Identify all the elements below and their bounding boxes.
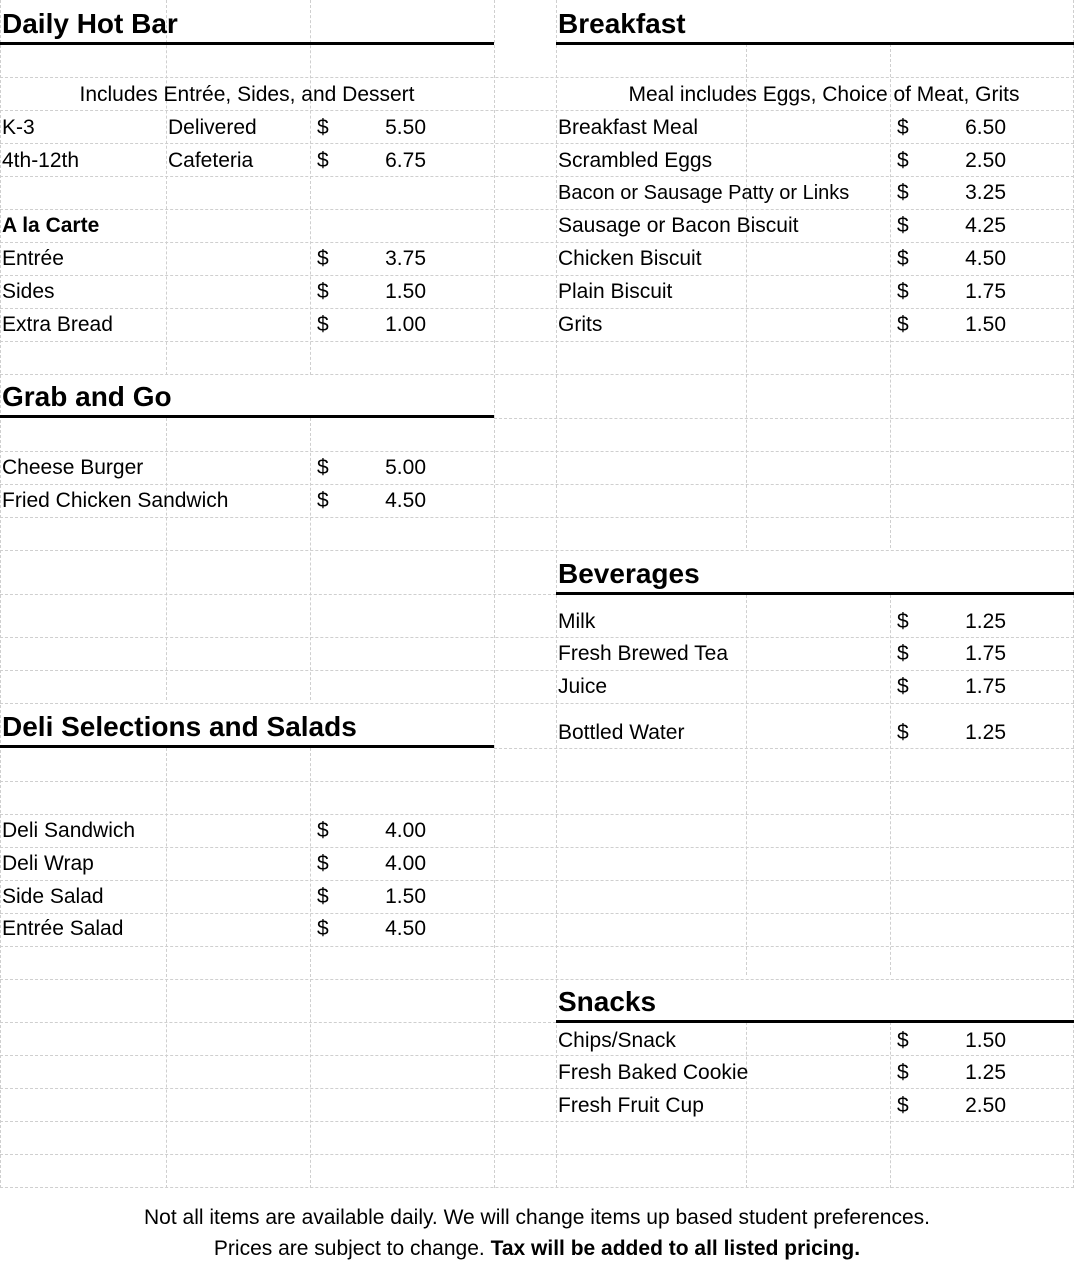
row-label: Chips/Snack [558,1029,676,1052]
row-currency: $ [317,280,329,303]
row-currency: $ [317,313,329,336]
row-label: Bottled Water [558,721,685,744]
row-label: Fried Chicken Sandwich [2,489,229,512]
row-label: Entrée [2,247,64,270]
row-label: Sausage or Bacon Biscuit [558,214,799,237]
row-label: Bacon or Sausage Patty or Links [558,182,850,204]
alacarte-title: A la Carte [2,214,100,237]
row-price: 4.50 [385,917,426,940]
grab-go-title: Grab and Go [2,381,172,412]
row-label: K-3 [2,116,35,139]
row-currency: $ [317,852,329,875]
row-currency: $ [317,819,329,842]
row-currency: $ [317,917,329,940]
row-currency: $ [897,247,909,270]
row-price: 1.50 [385,885,426,908]
row-currency: $ [897,675,909,698]
row-currency: $ [897,149,909,172]
row-label: Plain Biscuit [558,280,673,303]
row-currency: $ [897,116,909,139]
hot-bar-title: Daily Hot Bar [2,8,178,39]
deli-title: Deli Selections and Salads [2,711,357,742]
row-label: Deli Sandwich [2,819,136,842]
row-price: 1.50 [965,1029,1006,1052]
snacks-title: Snacks [558,986,657,1017]
breakfast-title: Breakfast [558,8,686,39]
deli-underline [0,745,494,748]
row-currency: $ [897,181,909,204]
row-price: 1.25 [965,610,1006,633]
row-label: Deli Wrap [2,852,94,875]
breakfast-subtitle: Meal includes Eggs, Choice of Meat, Grits [628,83,1020,106]
hot-bar-subtitle: Includes Entrée, Sides, and Dessert [79,83,415,106]
row-currency: $ [317,489,329,512]
row-currency: $ [897,721,909,744]
row-price: 1.25 [965,721,1006,744]
row-price: 1.50 [965,313,1006,336]
row-price: 2.50 [965,1094,1006,1117]
row-label: Milk [558,610,596,633]
row-label: Fresh Fruit Cup [558,1094,704,1117]
row-currency: $ [897,610,909,633]
row-price: 1.25 [965,1061,1006,1084]
row-currency: $ [317,149,329,172]
row-price: 3.25 [965,181,1006,204]
row-label: 4th-12th [2,149,80,172]
row-currency: $ [897,214,909,237]
row-price: 2.50 [965,149,1006,172]
footer-note-line1: Not all items are available daily. We will change items up based student preferences. [144,1206,930,1229]
row-price: 4.50 [385,489,426,512]
row-label: Extra Bread [2,313,113,336]
footer-price-notice: Prices are subject to change. [213,1237,485,1260]
row-price: 6.50 [965,116,1006,139]
row-label: Grits [558,313,603,336]
row-label: Breakfast Meal [558,116,699,139]
row-label: Juice [558,675,608,698]
row-currency: $ [897,1061,909,1084]
row-price: 4.00 [385,852,426,875]
row-label: Scrambled Eggs [558,149,713,172]
row-price: 3.75 [385,247,426,270]
row-price: 1.75 [965,280,1006,303]
row-price: 1.75 [965,642,1006,665]
hot-bar-underline [0,42,494,45]
row-label: Sides [2,280,55,303]
row-label: Cheese Burger [2,456,144,479]
breakfast-underline [556,42,1074,45]
row-location: Delivered [168,116,257,139]
row-price: 1.00 [385,313,426,336]
row-price: 1.50 [385,280,426,303]
row-price: 4.00 [385,819,426,842]
snacks-underline [556,1020,1074,1023]
row-price: 5.00 [385,456,426,479]
row-currency: $ [317,456,329,479]
row-price: 4.50 [965,247,1006,270]
row-currency: $ [897,1029,909,1052]
grab-go-underline [0,415,494,418]
row-currency: $ [317,116,329,139]
row-label: Side Salad [2,885,104,908]
beverages-title: Beverages [558,558,700,589]
row-currency: $ [897,642,909,665]
row-price: 5.50 [385,116,426,139]
row-price: 1.75 [965,675,1006,698]
row-label: Entrée Salad [2,917,124,940]
row-currency: $ [897,280,909,303]
row-price: 4.25 [965,214,1006,237]
row-currency: $ [897,1094,909,1117]
beverages-underline [556,592,1074,595]
row-label: Fresh Baked Cookie [558,1061,749,1084]
row-currency: $ [317,885,329,908]
footer-note-line2 [0,1237,1074,1261]
row-currency: $ [317,247,329,270]
row-price: 6.75 [385,149,426,172]
footer-tax-notice: Tax will be added to all listed pricing. [490,1237,861,1260]
row-location: Cafeteria [168,149,254,172]
row-label: Chicken Biscuit [558,247,702,270]
row-label: Fresh Brewed Tea [558,642,729,665]
row-currency: $ [897,313,909,336]
